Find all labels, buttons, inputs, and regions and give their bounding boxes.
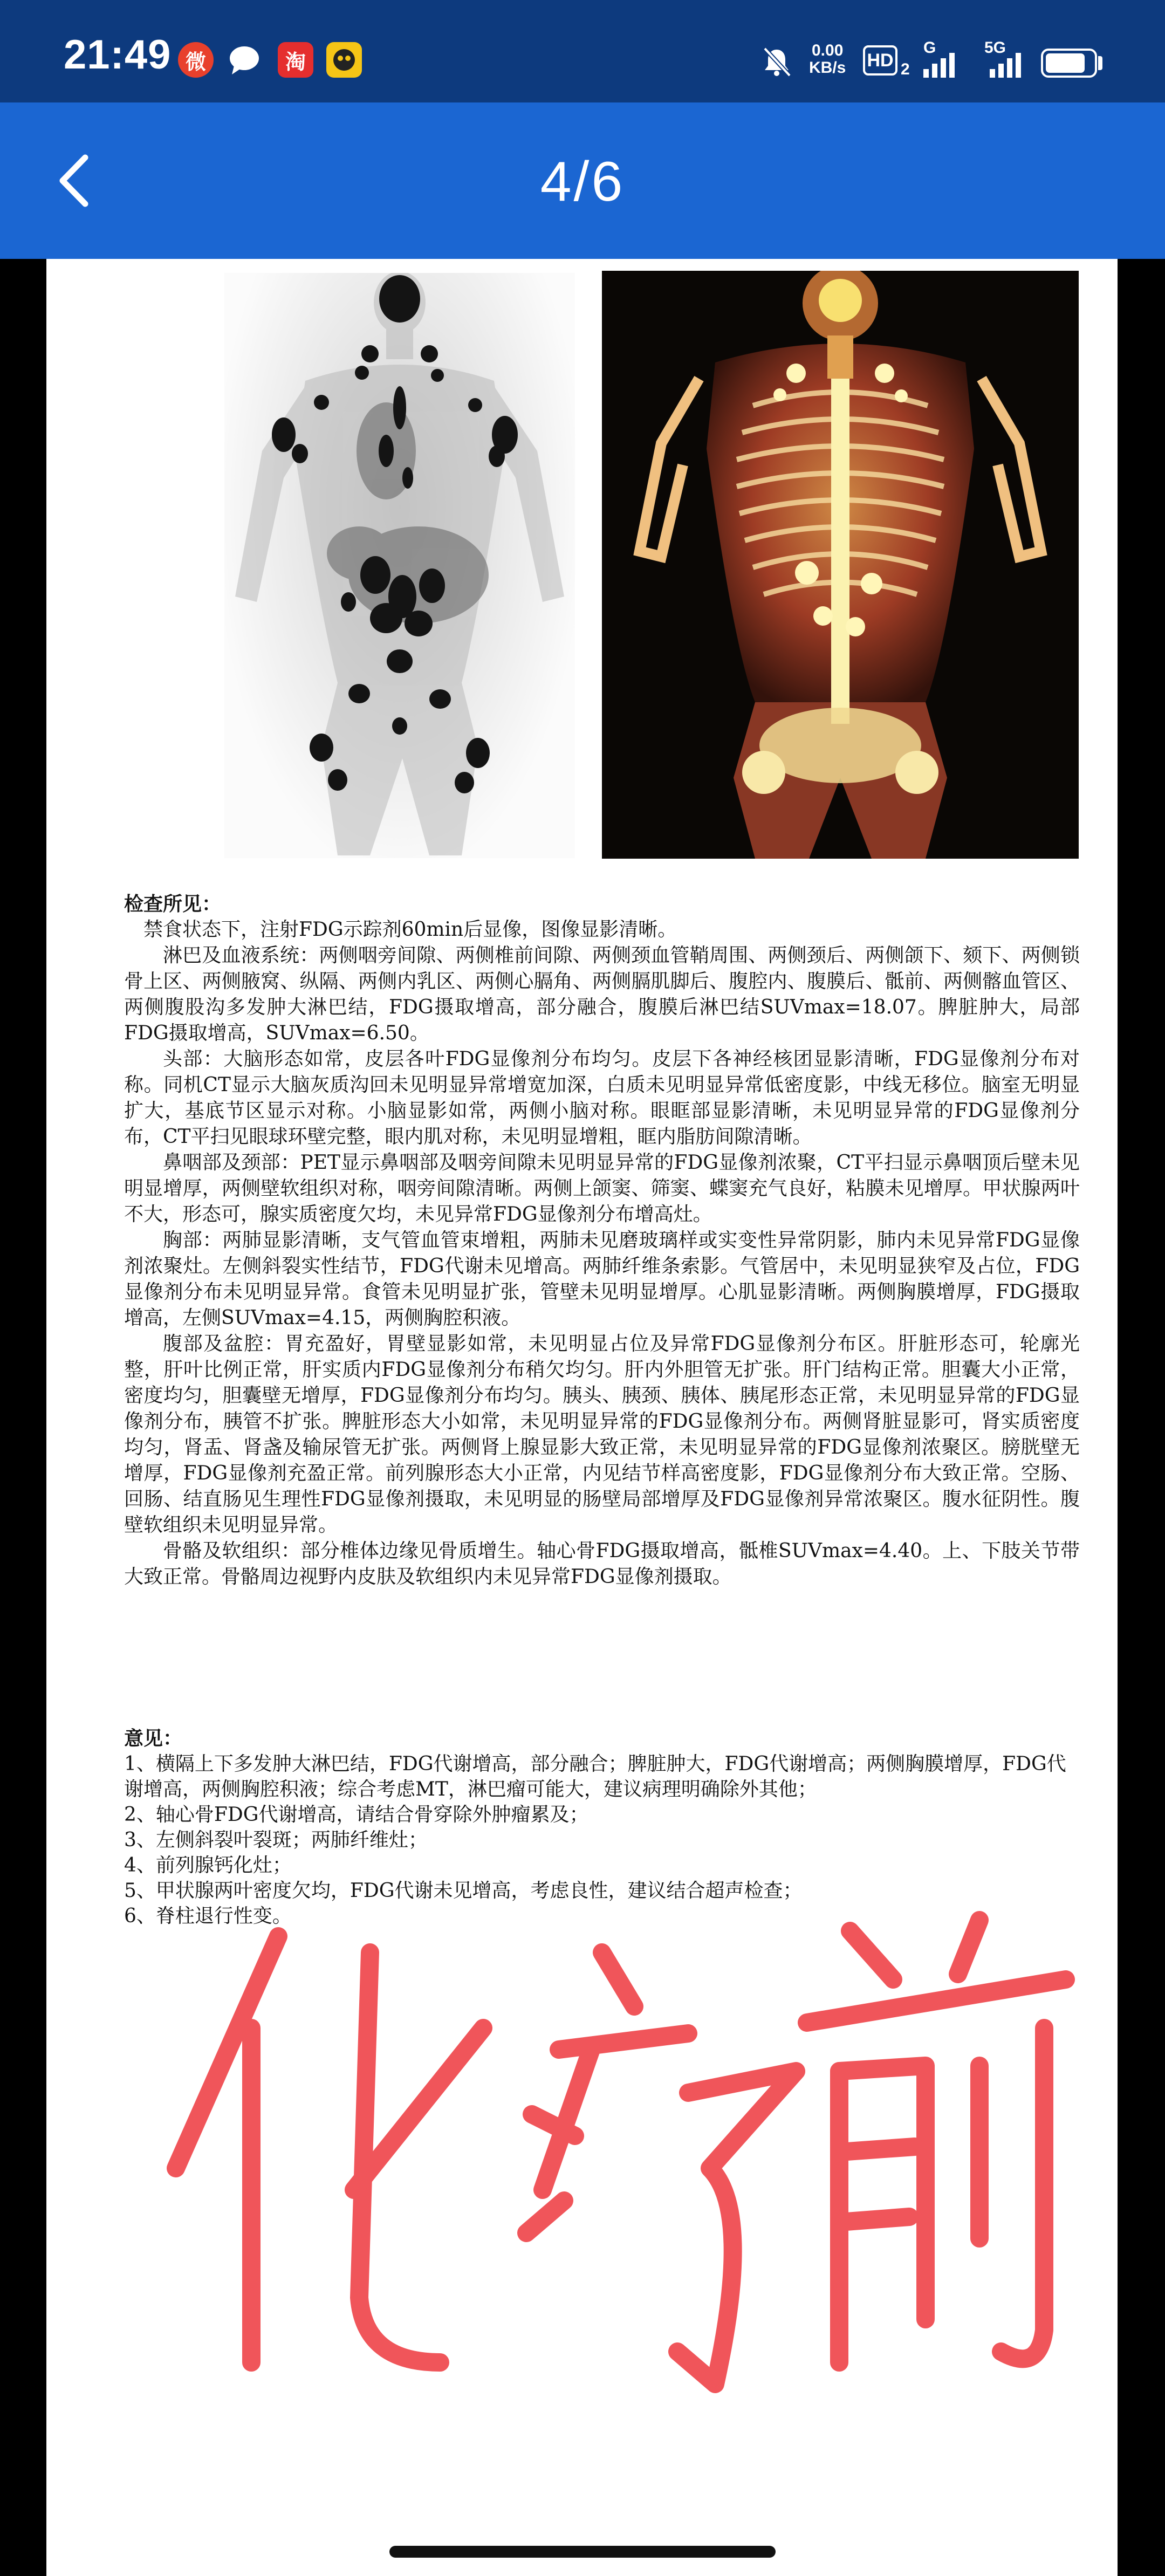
hd-sub: 2 xyxy=(901,60,910,78)
opinion-item: 4、前列腺钙化灶； xyxy=(124,1854,292,1876)
finding-lymph: 淋巴及血液系统：两侧咽旁间隙、两侧椎前间隙、两侧颈血管鞘周围、两侧颈后、两侧颌下、颏下、两侧锁骨上区、两侧腋窝、纵隔、两侧内乳区、两侧心膈角、两侧膈肌脚后、腹腔内、腹膜后、骶前、两侧髂血管区、两侧腹股沟多发肿大淋巴结，FDG摄取增高，部分融合，腹膜后淋巴结SUVmax=18.07。脾脏肿大，局部FDG摄取增高，SUVmax=6.50。 xyxy=(124,944,1080,1044)
clock: 21:49 xyxy=(64,32,172,78)
opinion-item: 3、左侧斜裂叶裂斑；两肺纤维灶； xyxy=(124,1829,428,1851)
battery-tip xyxy=(1098,56,1102,70)
opinion-item: 5、甲状腺两叶密度欠均，FDG代谢未见增高，考虑良性，建议结合超声检查； xyxy=(124,1880,803,1902)
signal-1-icon xyxy=(923,45,955,78)
net-speed xyxy=(809,42,846,77)
finding-neck: 鼻咽部及颈部：PET显示鼻咽部及咽旁间隙未见明显异常的FDG显像剂浓聚，CT平扫显示鼻咽顶后壁未见明显增厚，两侧壁软组织对称，咽旁间隙清晰。两侧上颌窦、筛窦、蝶窦充气良好，粘膜未见增厚。甲状腺两叶不大，形态可，腺实质密度欠均，未见异常FDG显像剂分布增高灶。 xyxy=(124,1152,1080,1225)
battery-icon xyxy=(1041,49,1097,78)
findings-title: 检查所见： xyxy=(124,893,222,915)
report-image[interactable] xyxy=(46,259,1118,2576)
opinion-item: 2、轴心骨FDG代谢增高，请结合骨穿除外肿瘤累及； xyxy=(124,1804,589,1826)
hd-icon: HD xyxy=(863,45,897,76)
finding-chest: 胸部：两肺显影清晰，支气管血管束增粗，两肺未见磨玻璃样或实变性异常阴影，肺内未见异常FDG显像剂浓聚灶。左侧斜裂实性结节，FDG代谢未见增高。两肺纤维条索影。气管居中，未见明显狭窄及占位，FDG显像剂分布未见明显异常。食管未见明显扩张，管壁未见明显增厚。心肌显影清晰。两侧胸膜增厚，FDG摄取增高，左侧SUVmax=4.15，两侧胸腔积液。 xyxy=(124,1229,1080,1329)
finding-abdomen: 腹部及盆腔：胃充盈好，胃壁显影如常，未见明显占位及异常FDG显像剂分布区。肝脏形态可，轮廓光整，肝叶比例正常，肝实质内FDG显像剂分布稍欠均匀。肝内外胆管无扩张。肝门结构正常。胆囊大小正常，密度均匀，胆囊壁无增厚，FDG显像剂分布均匀。胰头、胰颈、胰体、胰尾形态正常，未见明显异常的FDG显像剂分布，胰管不扩张。脾脏形态大小如常，未见明显异常的FDG显像剂分布。两侧肾脏显影可，肾实质密度均匀，肾盂、肾盏及输尿管无扩张。两侧肾上腺显影大致正常，未见明显异常的FDG显像剂浓聚区。膀胱壁无增厚，FDG显像剂充盈正常。前列腺形态大小正常，内见结节样高密度影，FDG显像剂分布大致正常。空肠、回肠、结直肠见生理性FDG显像剂摄取，未见明显的肠壁局部增厚及FDG显像剂异常浓聚区。腹水征阴性。腹壁软组织未见明显异常。 xyxy=(124,1333,1080,1536)
opinion-item: 1、横隔上下多发肿大淋巴结，FDG代谢增高，部分融合；脾脏肿大，FDG代谢增高；两侧胸膜增厚，FDG代谢增高，两侧胸腔积液；综合考虑MT，淋巴瘤可能大，建议病理明确除外其他； xyxy=(124,1753,1066,1800)
signal-2-icon xyxy=(990,45,1021,78)
net-speed-value: 0.00 xyxy=(811,42,844,59)
opinion-item: 6、脊柱退行性变。 xyxy=(124,1905,292,1927)
signal-2-label: 5G xyxy=(984,39,1006,57)
status-bar xyxy=(0,0,1165,102)
signal-1-label: G xyxy=(923,39,936,57)
mute-icon xyxy=(760,45,793,78)
home-indicator[interactable] xyxy=(389,2546,776,2558)
app-icon xyxy=(326,42,362,78)
app-header xyxy=(0,102,1165,259)
handwritten-note xyxy=(116,1888,1087,2427)
finding-intro: 禁食状态下，注射FDG示踪剂60min后显像，图像显影清晰。 xyxy=(143,919,677,941)
finding-bone: 骨骼及软组织：部分椎体边缘见骨质增生。轴心骨FDG摄取增高，骶椎SUVmax=4.40。上、下肢关节带大致正常。骨骼周边视野内皮肤及软组织内未见异常FDG显像剂摄取。 xyxy=(124,1540,1080,1588)
taobao-icon: 淘 xyxy=(278,42,313,78)
pet-mip-image xyxy=(224,273,575,858)
finding-head: 头部：大脑形态如常，皮层各叶FDG显像剂分布均匀。皮层下各神经核团显影清晰，FDG显像剂分布对称。同机CT显示大脑灰质沟回未见明显异常增宽加深，白质未见明显异常低密度影，中线无移位。脑室无明显扩大，基底节区显示对称。小脑显影如常，两侧小脑对称。眼眶部显影清晰，未见明显异常的FDG显像剂分布，CT平扫见眼球环壁完整，眼内肌对称，未见明显增粗，眶内脂肪间隙清晰。 xyxy=(124,1048,1080,1148)
weibo-icon: 微 xyxy=(178,42,214,78)
chat-icon xyxy=(227,42,262,78)
pet-ct-fusion-image xyxy=(602,271,1079,859)
findings-section xyxy=(124,891,1080,1590)
opinion-title: 意见： xyxy=(124,1727,183,1750)
page-indicator: 4/6 xyxy=(540,150,625,213)
net-speed-unit: KB/s xyxy=(809,59,846,77)
